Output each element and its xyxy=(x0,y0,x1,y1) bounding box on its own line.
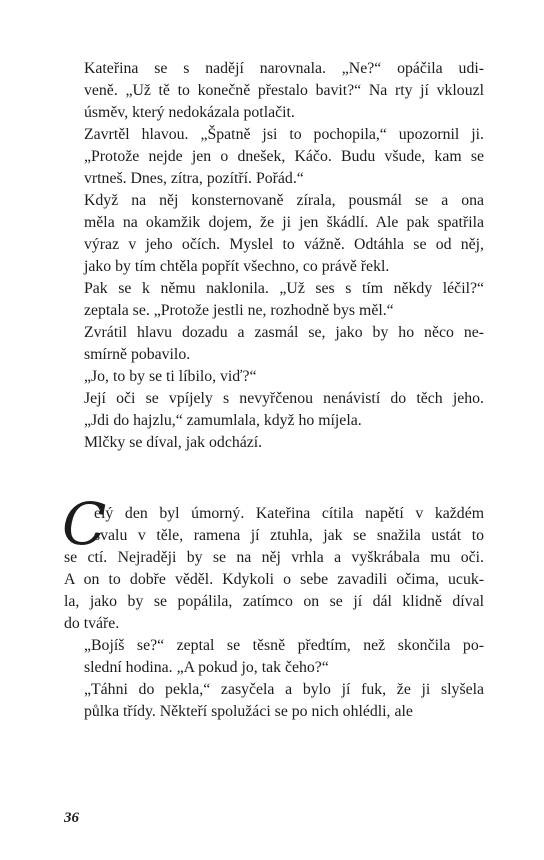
text-line: měla na okamžik dojem, že ji jen škádlí. Ale pak spatřila xyxy=(84,214,484,231)
text-line: „Protože nejde jen o dnešek, Káčo. Budu všude, kam se xyxy=(84,148,484,165)
text-line: Zvrátil hlavu dozadu a zasmál se, jako by ho něco ne- xyxy=(84,324,484,341)
text-line: elý den byl úmorný. Kateřina cítila napětí v každém xyxy=(94,505,484,522)
paragraph xyxy=(64,635,484,679)
book-page xyxy=(64,58,484,723)
text-line: Když na něj konsternovaně zírala, pousmál se a ona xyxy=(84,192,484,209)
paragraph xyxy=(64,58,484,124)
text-line: vrtneš. Dnes, zítra, pozítří. Pořád.“ xyxy=(84,170,304,187)
text-line: „Bojíš se?“ zeptal se těsně předtím, než skončila po- xyxy=(84,637,484,654)
text-line: Mlčky se díval, jak odchází. xyxy=(84,434,263,451)
paragraph xyxy=(64,432,484,454)
scene-two xyxy=(62,490,484,723)
scene-one xyxy=(64,58,484,454)
paragraph xyxy=(64,366,484,388)
paragraph xyxy=(64,679,484,723)
text-line: Kateřina se s nadějí narovnala. „Ne?“ opáčila udi- xyxy=(84,60,484,77)
text-line: se ctí. Nejraději by se na něj vrhla a vyškrábala mu oči. xyxy=(64,549,484,566)
paragraph xyxy=(64,124,484,190)
text-line: Pak se k němu naklonila. „Už ses s tím někdy léčil?“ xyxy=(84,280,484,297)
paragraph xyxy=(64,388,484,432)
scene-break xyxy=(64,454,484,503)
text-line: svalu v těle, ramena jí ztuhla, jak se snažila ustát to xyxy=(94,527,484,544)
text-line: „Táhni do pekla,“ zasyčela a bylo jí fuk, že ji slyšela xyxy=(84,681,484,698)
text-line: „Jdi do hajzlu,“ zamumlala, když ho míjela. xyxy=(84,412,362,429)
text-line: Její oči se vpíjely s nevyřčenou nenávistí do těch jeho. xyxy=(84,390,484,407)
chapter-first-paragraph xyxy=(64,503,484,635)
text-line: smírně pobavilo. xyxy=(84,346,191,363)
chapter-paragraphs xyxy=(64,635,484,723)
text-line: „Jo, to by se ti líbilo, viď?“ xyxy=(84,368,257,385)
paragraph xyxy=(64,503,484,635)
paragraph xyxy=(64,278,484,322)
text-line: jako by tím chtěla popřít všechno, co právě řekl. xyxy=(84,258,390,275)
drop-cap: C xyxy=(62,490,107,558)
paragraph xyxy=(64,322,484,366)
text-line: Zavrtěl hlavou. „Špatně jsi to pochopila,“ upozornil ji. xyxy=(84,126,484,143)
text-line: půlka třídy. Někteří spolužáci se po nich ohlédli, ale xyxy=(84,703,413,720)
page-number: 36 xyxy=(64,810,79,826)
paragraph xyxy=(64,190,484,278)
text-line: slední hodina. „A pokud jo, tak čeho?“ xyxy=(84,659,329,676)
text-line: výraz v jeho očích. Myslel to vážně. Odtáhla se od něj, xyxy=(84,236,484,253)
text-line: zeptala se. „Protože jestli ne, rozhodně bys měl.“ xyxy=(84,302,394,319)
text-line: veně. „Už tě to konečně přestalo bavit?“ Na rty jí vklouzl xyxy=(84,82,484,99)
text-line: do tváře. xyxy=(64,615,120,632)
text-line: úsměv, který nedokázala potlačit. xyxy=(84,104,295,121)
text-line: A on to dobře věděl. Kdykoli o sebe zavadili očima, ucuk- xyxy=(64,571,484,588)
text-line: la, jako by se popálila, zatímco on se jí dál klidně díval xyxy=(64,593,484,610)
